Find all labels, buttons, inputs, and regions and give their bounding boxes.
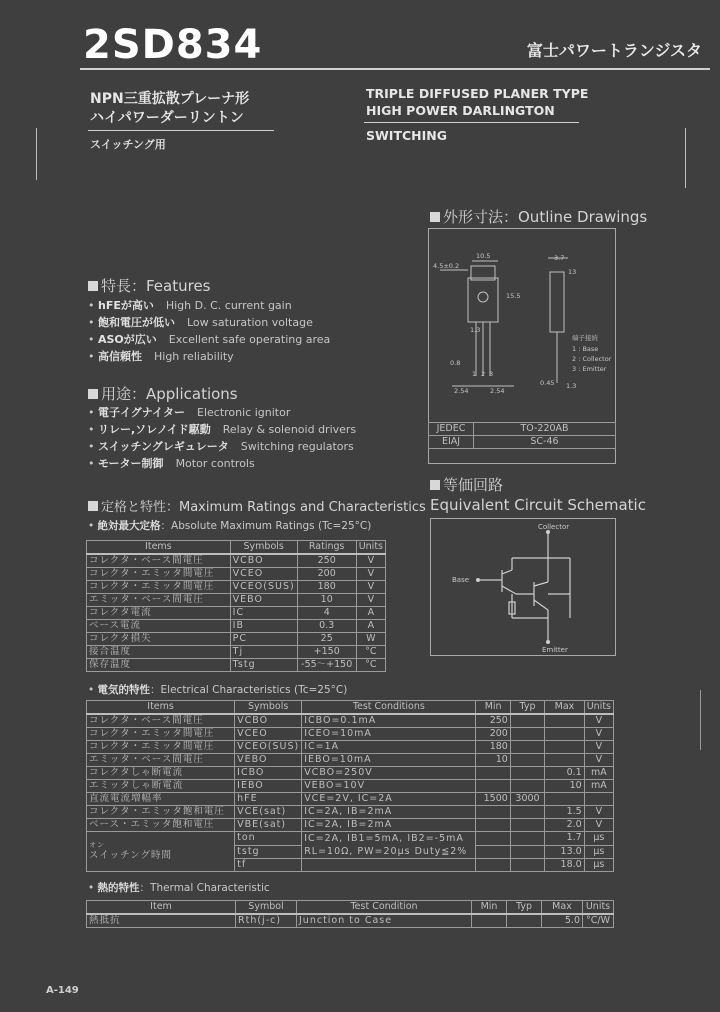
dim-label: 10.5 [476, 252, 491, 260]
en-type-rule [364, 122, 579, 123]
cell-value: 0.3 [297, 620, 356, 633]
cell-symbol: VCEO(SUS) [230, 581, 297, 594]
cell-unit: V [356, 581, 385, 594]
cell-condition: ICEO=10mA [302, 728, 476, 741]
cell-symbol: VCEO(SUS) [235, 741, 302, 754]
cell-value: +150 [297, 646, 356, 659]
table-row [87, 832, 614, 846]
cell-min: 200 [476, 728, 510, 741]
feature-en: High D. C. current gain [165, 299, 292, 312]
cell-unit: V [356, 568, 385, 581]
cell-item: 保存温度 [87, 659, 231, 672]
page-number: A-149 [46, 985, 79, 996]
col-header: Ratings [297, 541, 356, 555]
cell-item: コレクタ・ベース間電圧 [87, 554, 231, 568]
col-header: Max [545, 701, 585, 715]
cell-min: 250 [476, 714, 510, 728]
cell-item: コレクタ・エミッタ飽和電圧 [87, 806, 235, 819]
electrical-title: • 電気的特性：Electrical Characteristics (Tc=25°C) [88, 684, 348, 696]
cell-item: コレクタ・エミッタ間電圧 [87, 728, 235, 741]
cell-item: コレクタ電流 [87, 607, 231, 620]
margin-mark-right-2 [700, 690, 701, 750]
cell-value: -55～+150 [297, 659, 356, 672]
mounting-hole [478, 292, 488, 302]
feature-en: Low saturation voltage [187, 316, 313, 329]
section-bullet-icon [88, 501, 98, 511]
cell-item: 接合温度 [87, 646, 231, 659]
cell-max: 1.5 [545, 806, 585, 819]
cell-item: コレクタ・ベース間電圧 [87, 714, 235, 728]
table-row [87, 620, 386, 633]
cell-max [545, 714, 585, 728]
col-header: Test Condition [297, 901, 472, 915]
cell-max: 10 [545, 780, 585, 793]
table-row [87, 714, 614, 728]
cell-unit: V [584, 806, 613, 819]
circuit-title-jp [430, 474, 503, 495]
cell-unit: μs [584, 859, 613, 872]
cell-min: 10 [476, 754, 510, 767]
cell-unit: V [584, 741, 613, 754]
abs-max-title-en: Absolute Maximum Ratings (Tc=25°C) [171, 520, 372, 532]
pin-label: 3 : Emitter [572, 365, 607, 373]
margin-mark-right [685, 128, 686, 188]
cell-min [476, 845, 510, 859]
col-header: Typ [510, 701, 544, 715]
manufacturer-name: 富士パワートランジスタ [526, 41, 702, 60]
table-row [87, 568, 386, 581]
cell-unit: W [356, 633, 385, 646]
cell-symbol: IC [230, 607, 297, 620]
cell-condition: VCE=2V, IC=2A [302, 793, 476, 806]
circuit-title-jp-text: 等価回路 [443, 476, 504, 494]
application-en: Electronic ignitor [197, 406, 291, 419]
cell-value: 200 [297, 568, 356, 581]
pkg-code: TO-220AB [474, 423, 616, 436]
thermal-table [86, 900, 614, 928]
table-row [87, 659, 386, 672]
application-jp: モーター制御 [98, 457, 164, 470]
dim-label: 1.3 [470, 326, 481, 334]
cell-min [476, 832, 510, 846]
package-row [429, 423, 616, 436]
table-row [87, 806, 614, 819]
en-use: SWITCHING [366, 128, 447, 143]
cell-unit [584, 793, 613, 806]
dim-label: 0.8 [450, 359, 461, 367]
application-item: • リレー,ソレノイド駆動 Relay & solenoid drivers [88, 423, 357, 436]
cell-item: 直流電流増幅率 [87, 793, 235, 806]
cell-symbol: IB [230, 620, 297, 633]
circuit-title-en: Equivalent Circuit Schematic [430, 496, 646, 514]
ratings-title [88, 496, 426, 515]
application-en: Motor controls [175, 457, 255, 470]
feature-jp: hFEが高い [98, 299, 154, 312]
pkg-std: JEDEC [429, 423, 474, 436]
cell-max: 13.0 [545, 845, 585, 859]
section-bullet-icon [430, 212, 440, 222]
cell-symbol: VCBO [235, 714, 302, 728]
table-row [87, 581, 386, 594]
cell-typ [510, 728, 544, 741]
package-row [429, 436, 616, 449]
outline-title-text: 外形寸法：Outline Drawings [443, 208, 648, 226]
application-jp: リレー,ソレノイド駆動 [98, 423, 211, 436]
col-header: Symbols [235, 701, 302, 715]
cell-max: 2.0 [545, 819, 585, 832]
cell-unit: mA [584, 780, 613, 793]
abs-max-title: • 絶対最大定格：Absolute Maximum Ratings (Tc=25°C) [88, 520, 372, 532]
table-header-row [87, 901, 614, 915]
cell-item: コレクタしゃ断電流 [87, 767, 235, 780]
jp-type-line1: NPN三重拡散プレーナ形 [90, 91, 250, 107]
cell-unit: A [356, 620, 385, 633]
cell-item: エミッタ・ベース間電圧 [87, 754, 235, 767]
pkg-std: EIAJ [429, 436, 474, 449]
cell-unit: °C [356, 646, 385, 659]
feature-jp: 高信頼性 [98, 350, 142, 363]
electrical-table [86, 700, 614, 872]
cell-typ [510, 819, 544, 832]
cell-symbol: Tstg [230, 659, 297, 672]
margin-mark [36, 128, 37, 180]
cell-max [545, 741, 585, 754]
cell-condition [302, 859, 476, 872]
feature-jp: ASOが広い [98, 333, 157, 346]
cell-min: 1500 [476, 793, 510, 806]
thermal-title-en: Thermal Characteristic [150, 882, 270, 894]
table-row [87, 607, 386, 620]
cell-typ [510, 832, 544, 846]
cell-min: 180 [476, 741, 510, 754]
cell-condition: IEBO=10mA [302, 754, 476, 767]
feature-item: • 高信頼性 High reliability [88, 350, 234, 363]
feature-item: • 飽和電圧が低い Low saturation voltage [88, 316, 313, 329]
cell-typ [510, 806, 544, 819]
application-jp: 電子イグナイター [98, 406, 186, 419]
cell-min [476, 780, 510, 793]
dim-label: 2.54 [454, 387, 469, 395]
cell-symbol: VBE(sat) [235, 819, 302, 832]
cell-symbol: IEBO [235, 780, 302, 793]
collector-label: Collector [538, 523, 570, 531]
cell-min [476, 819, 510, 832]
cell-unit: V [356, 594, 385, 607]
abs-max-title-jp: 絶対最大定格 [97, 520, 161, 532]
cell-min [476, 767, 510, 780]
cell-max: 18.0 [545, 859, 585, 872]
pin-number: 2 [481, 370, 486, 378]
cell-value: 25 [297, 633, 356, 646]
table-row [87, 793, 614, 806]
turn-on-label: オン [89, 841, 105, 849]
feature-en: Excellent safe operating area [168, 333, 331, 346]
cell-condition: VCBO=250V [302, 767, 476, 780]
feature-en: High reliability [154, 350, 234, 363]
cell-max: 1.7 [545, 832, 585, 846]
col-header: Units [583, 901, 614, 915]
col-header: Symbol [236, 901, 297, 915]
cell-typ [507, 914, 542, 928]
col-header: Items [87, 701, 235, 715]
cell-typ [510, 859, 544, 872]
cell-max: 0.1 [545, 767, 585, 780]
cell-symbol: PC [230, 633, 297, 646]
cell-unit: V [584, 728, 613, 741]
cell-unit: μs [584, 845, 613, 859]
cell-item: エミッタ・ベース間電圧 [87, 594, 231, 607]
features-list [88, 297, 330, 365]
col-header: Max [542, 901, 583, 915]
cell-min [476, 859, 510, 872]
application-en: Relay & solenoid drivers [222, 423, 357, 436]
pin-number: 1 [472, 370, 477, 378]
cell-condition: Junction to Case [297, 914, 472, 928]
cell-symbol: VCBO [230, 554, 297, 568]
section-bullet-icon [88, 389, 98, 399]
cell-item-switching [87, 832, 235, 872]
table-row [87, 594, 386, 607]
application-jp: スイッチングレギュレータ [98, 440, 229, 453]
table-row [87, 741, 614, 754]
package-body [468, 278, 498, 322]
feature-item: • hFEが高い High D. C. current gain [88, 299, 292, 312]
application-item: • スイッチングレギュレータ Switching regulators [88, 440, 354, 453]
cell-typ [510, 780, 544, 793]
cell-typ: 3000 [510, 793, 544, 806]
cell-item: ベース・エミッタ飽和電圧 [87, 819, 235, 832]
cell-symbol: tstg [235, 845, 302, 859]
cell-typ [510, 754, 544, 767]
pin-label-title: 端子接続 [572, 334, 598, 342]
dim-label: 4.5±0.2 [433, 262, 460, 270]
cell-unit: V [584, 754, 613, 767]
base-node [476, 578, 480, 582]
col-header: Units [584, 701, 613, 715]
table-row [87, 633, 386, 646]
table-row [87, 914, 614, 928]
cell-max: 5.0 [542, 914, 583, 928]
dim-label: 1.3 [566, 382, 577, 390]
thermal-title: • 熱的特性：Thermal Characteristic [88, 882, 270, 894]
cell-unit: V [356, 554, 385, 568]
section-bullet-icon [88, 281, 98, 291]
col-header: Min [472, 901, 507, 915]
table-header-row [87, 701, 614, 715]
application-item: • 電子イグナイター Electronic ignitor [88, 406, 291, 419]
table-row [87, 754, 614, 767]
emitter-node [546, 640, 550, 644]
jp-type-rule [88, 130, 274, 131]
side-body [550, 272, 564, 332]
cell-value: 10 [297, 594, 356, 607]
pin-number: 3 [489, 370, 494, 378]
application-en: Switching regulators [240, 440, 354, 453]
dim-label: 2.54 [490, 387, 505, 395]
cell-value: 180 [297, 581, 356, 594]
cell-value: 4 [297, 607, 356, 620]
cell-condition: IC=2A, IB=2mA [302, 819, 476, 832]
table-row [87, 819, 614, 832]
dim-label: 13 [568, 268, 577, 276]
applications-title [88, 383, 238, 404]
pin-label: 2 : Collector [572, 355, 612, 363]
cell-symbol: Rth(j-c) [236, 914, 297, 928]
cell-unit: mA [584, 767, 613, 780]
cell-max [545, 793, 585, 806]
cell-typ [510, 767, 544, 780]
jp-use: スイッチング用 [90, 138, 166, 151]
cell-unit: °C [356, 659, 385, 672]
cell-symbol: VCEO [235, 728, 302, 741]
cell-unit: A [356, 607, 385, 620]
outline-title [430, 206, 647, 227]
dim-label: 15.5 [506, 292, 521, 300]
cell-symbol: VEBO [230, 594, 297, 607]
cell-typ [510, 845, 544, 859]
dim-label: 3.7 [554, 254, 565, 262]
part-number: 2SD834 [83, 22, 263, 68]
cell-symbol: Tj [230, 646, 297, 659]
switching-cond: IC=2A, IB1=5mA, IB2=-5mA [304, 833, 464, 844]
cell-condition: IC=1A [302, 741, 476, 754]
cell-symbol: VCEO [230, 568, 297, 581]
table-row [87, 646, 386, 659]
switching-label: スイッチング時間 [89, 850, 172, 861]
features-title-text: 特長：Features [101, 277, 211, 295]
cell-condition-switching [302, 832, 476, 859]
cell-unit: °C/W [583, 914, 614, 928]
cell-typ [510, 714, 544, 728]
thermal-title-jp: 熱的特性 [97, 882, 140, 894]
applications-title-text: 用途：Applications [101, 385, 238, 403]
cell-symbol: ICBO [235, 767, 302, 780]
dim-label: 0.45 [540, 379, 555, 387]
table-row [87, 780, 614, 793]
cell-symbol: tf [235, 859, 302, 872]
features-title [88, 275, 211, 296]
table-header-row [87, 541, 386, 555]
cell-item: コレクタ・エミッタ間電圧 [87, 568, 231, 581]
base-label: Base [452, 576, 470, 584]
table-row [87, 767, 614, 780]
cell-item: コレクタ・エミッタ間電圧 [87, 581, 231, 594]
cell-condition: VEBO=10V [302, 780, 476, 793]
title-rule [80, 68, 710, 70]
col-header: Typ [507, 901, 542, 915]
col-header: Symbols [230, 541, 297, 555]
switching-cond: RL=10Ω, PW=20μs Duty≦2% [304, 846, 468, 857]
applications-list [88, 404, 356, 472]
cell-item: 熱抵抗 [87, 914, 236, 928]
package-table [428, 422, 616, 449]
cell-unit: V [584, 819, 613, 832]
cell-symbol: ton [235, 832, 302, 846]
col-header: Item [87, 901, 236, 915]
electrical-title-jp: 電気的特性 [97, 684, 151, 696]
circuit-schematic [430, 518, 616, 656]
col-header: Items [87, 541, 231, 555]
pin-label: 1 : Base [572, 345, 599, 353]
cell-min [472, 914, 507, 928]
feature-item: • ASOが広い Excellent safe operating area [88, 333, 331, 346]
cell-min [476, 806, 510, 819]
cell-max [545, 754, 585, 767]
feature-jp: 飽和電圧が低い [98, 316, 175, 329]
ratings-title-text: 定格と特性：Maximum Ratings and Characteristics [101, 500, 426, 515]
application-item: • モーター制御 Motor controls [88, 457, 255, 470]
table-row [87, 554, 386, 568]
jp-type-line2: ハイパワーダーリントン [90, 110, 244, 126]
cell-item: コレクタ・エミッタ間電圧 [87, 741, 235, 754]
col-header: Units [356, 541, 385, 555]
cell-max [545, 728, 585, 741]
cell-item: エミッタしゃ断電流 [87, 780, 235, 793]
cell-condition: ICBO=0.1mA [302, 714, 476, 728]
electrical-title-en: Electrical Characteristics (Tc=25°C) [160, 684, 348, 696]
cell-value: 250 [297, 554, 356, 568]
cell-unit: V [584, 714, 613, 728]
cell-condition: IC=2A, IB=2mA [302, 806, 476, 819]
cell-typ [510, 741, 544, 754]
cell-unit: μs [584, 832, 613, 846]
col-header: Min [476, 701, 510, 715]
cell-item: コレクタ損失 [87, 633, 231, 646]
cell-item: ベース電流 [87, 620, 231, 633]
table-row [87, 728, 614, 741]
abs-max-table [86, 540, 386, 672]
cell-symbol: VCE(sat) [235, 806, 302, 819]
cell-symbol: VEBO [235, 754, 302, 767]
col-header: Test Conditions [302, 701, 476, 715]
section-bullet-icon [430, 480, 440, 490]
emitter-label: Emitter [542, 646, 568, 654]
cell-symbol: hFE [235, 793, 302, 806]
en-type-line2: HIGH POWER DARLINGTON [366, 103, 555, 118]
pkg-code: SC-46 [474, 436, 616, 449]
en-type-line1: TRIPLE DIFFUSED PLANER TYPE [366, 86, 589, 101]
